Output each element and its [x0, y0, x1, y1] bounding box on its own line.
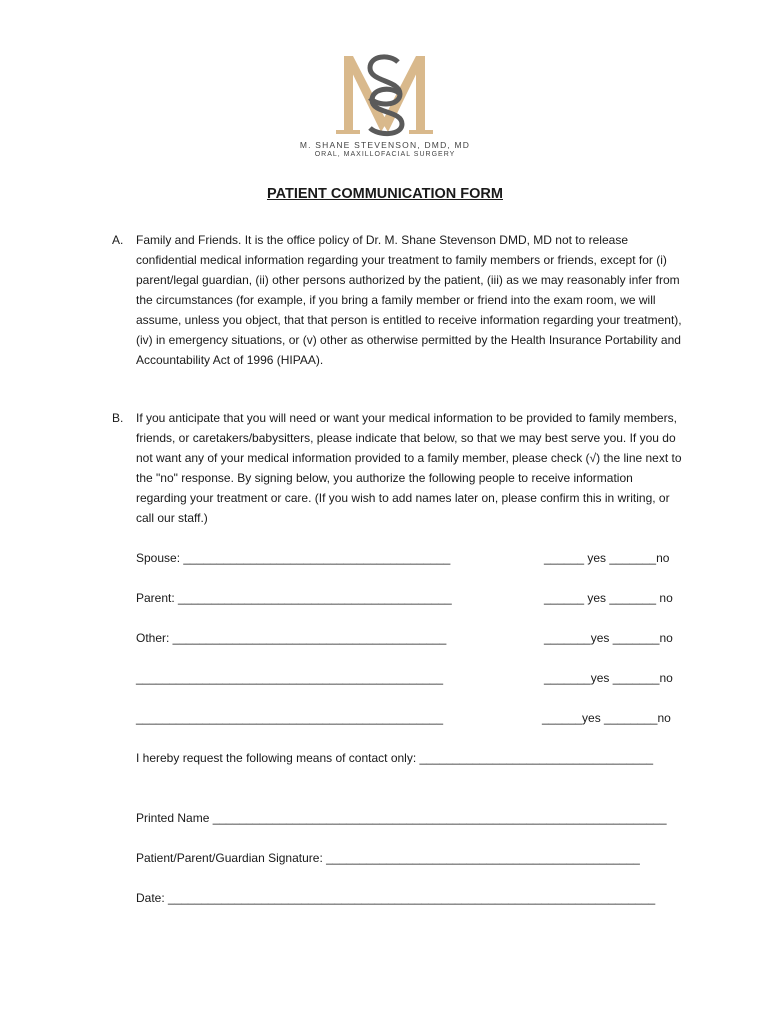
section-b — [112, 408, 682, 528]
blank-row-1 — [136, 670, 696, 686]
parent-yes-no[interactable]: ______ yes _______ no — [544, 591, 673, 605]
contact-means-field[interactable]: I hereby request the following means of contact only: ___________________________________ — [136, 751, 654, 765]
date-field[interactable]: Date: _________________________________________________________________________ — [136, 891, 656, 905]
section-b-text: If you anticipate that you will need or want your medical information to be provided to family members, friends, or caretakers/babysitters, please indicate that below, so that we may best serve you. If you do not want any of your medical information provided to a family member, please check (√) the line next to the "no" response. By signing below, you authorize the following people to receive information regarding your treatment or care. (If you wish to add names later on, please confirm this in writing, or call our staff.) — [136, 411, 682, 525]
logo-letter-m — [336, 56, 433, 134]
parent-row — [136, 590, 696, 606]
other-field[interactable]: Other: _________________________________________ — [136, 631, 447, 645]
logo-specialty-line: ORAL, MAXILLOFACIAL SURGERY — [314, 151, 456, 158]
blank-row-2 — [136, 710, 696, 726]
section-b-marker: B. — [112, 411, 124, 425]
blank-field-2[interactable]: ______________________________________________ — [136, 711, 443, 725]
logo-name-line: M. SHANE STEVENSON, DMD, MD — [299, 140, 471, 150]
blank-2-yes-no[interactable]: ______yes ________no — [542, 711, 671, 725]
blank-1-yes-no[interactable]: _______yes _______no — [544, 671, 673, 685]
other-yes-no[interactable]: _______yes _______no — [544, 631, 673, 645]
parent-field[interactable]: Parent: _________________________________________ — [136, 591, 452, 605]
spouse-field[interactable]: Spouse: ________________________________________ — [136, 551, 451, 565]
section-a-marker: A. — [112, 233, 124, 247]
section-a-text: Family and Friends. It is the office policy of Dr. M. Shane Stevenson DMD, MD not to release confidential medical information regarding your treatment to family members or friends, except for (i) parent/legal guardian, (ii) other persons authorized by the patient, (iii) as we may reasonably infer from the circumstances (for example, if you bring a family member or friend into the exam room, we will assume, unless you object, that that person is entitled to receive information regarding your treatment), (iv) in emergency situations, or (v) other as otherwise permitted by the Health Insurance Portability and Accountability Act of 1996 (HIPAA). — [136, 233, 682, 367]
monogram-logo — [330, 52, 440, 138]
spouse-row — [136, 550, 696, 566]
printed-name-field[interactable]: Printed Name ____________________________________________________________________ — [136, 811, 667, 825]
practice-logo — [0, 52, 770, 138]
form-title: PATIENT COMMUNICATION FORM — [266, 186, 503, 202]
section-a — [112, 230, 682, 370]
blank-field-1[interactable]: ______________________________________________ — [136, 671, 443, 685]
other-row — [136, 630, 696, 646]
signature-field[interactable]: Patient/Parent/Guardian Signature: _______________________________________________ — [136, 851, 640, 865]
spouse-yes-no[interactable]: ______ yes _______no — [544, 551, 670, 565]
